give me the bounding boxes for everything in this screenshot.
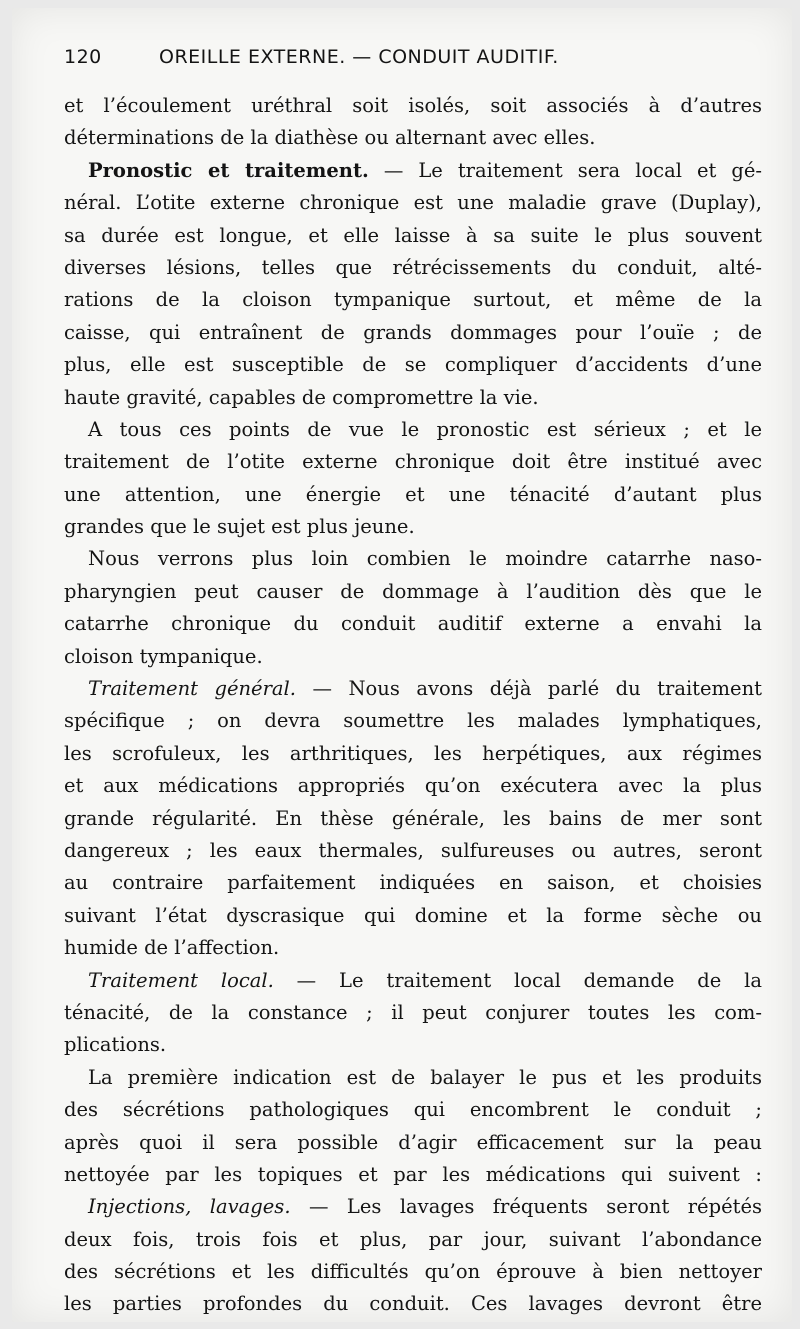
text-line — [64, 576, 762, 608]
text-line — [64, 414, 762, 446]
line-text: sa durée est longue, et elle laisse à sa suite le plus souvent — [64, 223, 762, 247]
text-line — [64, 738, 762, 770]
line-text: après quoi il sera possible d’agir efficacement sur la peau — [64, 1130, 762, 1154]
text-line — [64, 1094, 762, 1126]
text-line — [64, 284, 762, 316]
page-body-text — [64, 90, 762, 1321]
line-text: — Le traitement sera local et gé- — [368, 158, 762, 182]
text-line — [64, 608, 762, 640]
line-text: nettoyée par les topiques et par les médications qui suivent : — [64, 1162, 762, 1186]
text-line — [64, 900, 762, 932]
line-text: les scrofuleux, les arthritiques, les herpétiques, aux régimes — [64, 741, 762, 765]
text-line — [64, 1191, 762, 1223]
text-line — [64, 641, 762, 673]
line-text: les parties profondes du conduit. Ces lavages devront être — [64, 1292, 762, 1316]
line-text: deux fois, trois fois et plus, par jour, suivant l’abondance — [64, 1227, 762, 1251]
line-text: déterminations de la diathèse ou alternant avec elles. — [64, 126, 596, 150]
text-line — [64, 1127, 762, 1159]
text-line — [64, 673, 762, 705]
paragraph-heading: Injections, lavages. — [88, 1195, 291, 1219]
line-text: Nous verrons plus loin combien le moindre catarrhe naso- — [88, 547, 762, 571]
text-line — [64, 122, 762, 154]
text-line — [64, 90, 762, 122]
line-text: et aux médications appropriés qu’on exécutera avec la plus — [64, 774, 762, 798]
line-text: une attention, une énergie et une ténacité d’autant plus — [64, 482, 762, 506]
text-line — [64, 317, 762, 349]
text-line — [64, 1256, 762, 1288]
line-text: A tous ces points de vue le pronostic est sérieux ; et le — [88, 417, 762, 441]
text-line — [64, 705, 762, 737]
text-line — [64, 349, 762, 381]
line-text: des sécrétions et les difficultés qu’on éprouve à bien nettoyer — [64, 1260, 762, 1284]
text-line — [64, 835, 762, 867]
text-line — [64, 770, 762, 802]
book-page — [12, 8, 792, 1322]
text-line — [64, 867, 762, 899]
line-text: ténacité, de la constance ; il peut conjurer toutes les com- — [64, 1000, 762, 1024]
text-line — [64, 220, 762, 252]
text-line — [64, 382, 762, 414]
line-text: au contraire parfaitement indiquées en saison, et choisies — [64, 871, 762, 895]
line-text: catarrhe chronique du conduit auditif externe a envahi la — [64, 612, 762, 636]
page-number: 120 — [64, 46, 102, 68]
line-text: haute gravité, capables de compromettre la vie. — [64, 385, 539, 409]
text-line — [64, 932, 762, 964]
paragraph-heading: Traitement local. — [88, 968, 274, 992]
text-line — [64, 187, 762, 219]
line-text: suivant l’état dyscrasique qui domine et la forme sèche ou — [64, 903, 762, 927]
line-text: plus, elle est susceptible de se compliquer d’accidents d’une — [64, 353, 762, 377]
line-text: diverses lésions, telles que rétrécissements du conduit, alté- — [64, 255, 762, 279]
line-text: — Le traitement local demande de la — [273, 968, 762, 992]
text-line — [64, 803, 762, 835]
line-text: néral. L’otite externe chronique est une maladie grave (Duplay), — [64, 191, 762, 215]
paragraph-heading: Traitement général. — [88, 677, 296, 701]
line-text: — Nous avons déjà parlé du traitement — [295, 677, 762, 701]
line-text: rations de la cloison tympanique surtout, et même de la — [64, 288, 762, 312]
paragraph-heading: Pronostic et traitement. — [88, 158, 369, 182]
text-line — [64, 446, 762, 478]
text-line — [64, 543, 762, 575]
running-header — [64, 46, 764, 78]
line-text: humide de l’affection. — [64, 936, 280, 960]
text-line — [64, 1288, 762, 1320]
text-line — [64, 1029, 762, 1061]
line-text: pharyngien peut causer de dommage à l’audition dès que le — [64, 579, 762, 603]
text-line — [64, 965, 762, 997]
line-text: grande régularité. En thèse générale, les bains de mer sont — [64, 806, 762, 830]
line-text: grandes que le sujet est plus jeune. — [64, 515, 415, 539]
line-text: cloison tympanique. — [64, 644, 263, 668]
text-line — [64, 997, 762, 1029]
line-text: — Les lavages fréquents seront répétés — [290, 1195, 762, 1219]
line-text: dangereux ; les eaux thermales, sulfureuses ou autres, seront — [64, 838, 762, 862]
text-line — [64, 511, 762, 543]
line-text: caisse, qui entraînent de grands dommages pour l’ouïe ; de — [64, 320, 762, 344]
line-text: traitement de l’otite externe chronique doit être institué avec — [64, 450, 762, 474]
text-line — [64, 252, 762, 284]
text-line — [64, 1224, 762, 1256]
line-text: La première indication est de balayer le pus et les produits — [88, 1065, 762, 1089]
text-line — [64, 479, 762, 511]
line-text: des sécrétions pathologiques qui encombrent le conduit ; — [64, 1098, 762, 1122]
text-line — [64, 1159, 762, 1191]
text-line — [64, 1062, 762, 1094]
line-text: spécifique ; on devra soumettre les malades lymphatiques, — [64, 709, 762, 733]
line-text: et l’écoulement uréthral soit isolés, soit associés à d’autres — [64, 94, 762, 117]
line-text: plications. — [64, 1033, 167, 1057]
text-line — [64, 155, 762, 187]
running-title: OREILLE EXTERNE. — CONDUIT AUDITIF. — [159, 46, 559, 68]
